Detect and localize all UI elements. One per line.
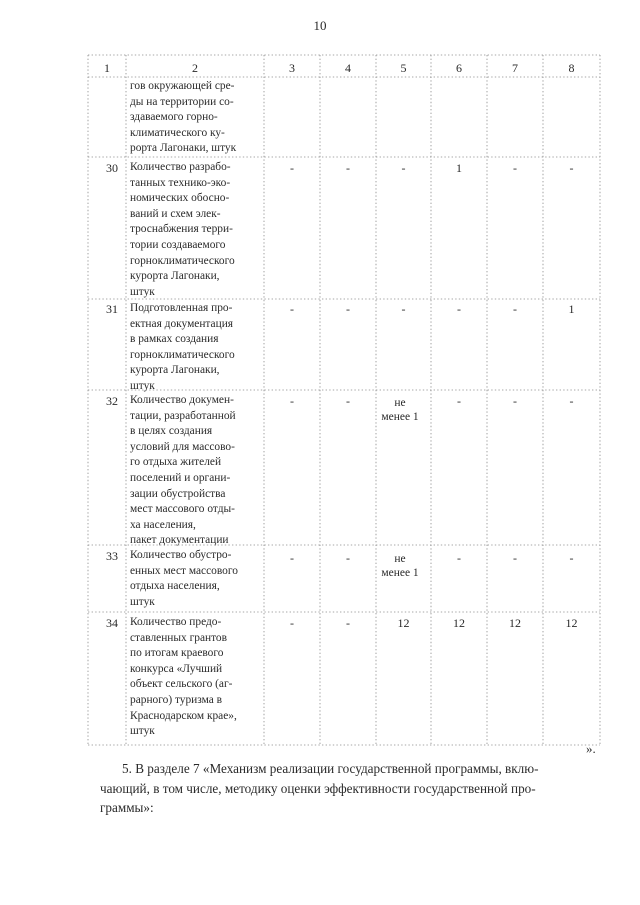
description-line: курорта Лагонаки,: [130, 364, 220, 377]
row-description: [130, 615, 258, 740]
cell-col-3: -: [290, 302, 294, 316]
cell-col-4: -: [346, 161, 350, 175]
description-line: отдыха населения,: [130, 580, 220, 593]
description-line: Количество обустро-: [130, 549, 232, 561]
header-col-4: 4: [345, 61, 351, 75]
description-line: ха населения,: [130, 518, 196, 531]
cell-col-8: -: [569, 551, 574, 565]
header-col-8: 8: [568, 61, 575, 75]
cell-col-5: -: [401, 161, 406, 175]
cell-col-8: -: [569, 161, 574, 175]
description-line: объект сельского (аг-: [130, 678, 233, 691]
header-col-3: 3: [289, 61, 295, 75]
cell-col-4: -: [346, 394, 350, 408]
description-line: мест массового отды-: [130, 503, 235, 516]
description-line: климатического ку-: [130, 126, 225, 139]
row-number: 34: [106, 616, 118, 630]
cell-col-6: 12: [453, 616, 465, 630]
row-description: [130, 393, 258, 549]
header-col-6: 6: [456, 61, 462, 75]
description-line: Количество предо-: [130, 616, 222, 628]
description-line: горноклиматического: [130, 254, 235, 267]
cell-col-7: -: [513, 394, 517, 408]
description-line: ваний и схем элек-: [130, 207, 221, 220]
row-description: [130, 548, 258, 610]
description-line: пакет документации: [130, 534, 229, 547]
cell-col-3: -: [290, 161, 294, 175]
row-number: 32: [106, 394, 118, 408]
description-line: зации обустройства: [130, 487, 226, 500]
cell-col-4: -: [346, 302, 350, 316]
description-line: штук: [130, 725, 155, 738]
cell-col-8: 12: [565, 616, 578, 630]
description-line: енных мест массового: [130, 564, 238, 577]
cell-col-5: не менее 1: [381, 553, 419, 579]
description-line: штук: [130, 595, 155, 608]
paragraph-line: 5. В разделе 7 «Механизм реализации государственной программы, вклю-: [122, 761, 539, 776]
row-description: [130, 160, 258, 300]
row-number: 30: [106, 161, 118, 175]
description-line: горноклиматического: [130, 348, 235, 361]
cell-col-6: 1: [456, 161, 462, 175]
cell-col-3: -: [290, 551, 294, 565]
cell-col-4: -: [346, 616, 350, 630]
description-line: в целях создания: [130, 425, 213, 438]
cell-col-8: -: [569, 394, 574, 408]
description-line: Краснодарском крае»,: [130, 709, 237, 722]
description-line: по итогам краевого: [130, 647, 224, 660]
closing-quote-mark: ».: [586, 741, 596, 756]
cell-col-6: -: [457, 551, 461, 565]
cell-col-5: 12: [397, 616, 410, 630]
description-line: троснабжения терри-: [130, 223, 233, 236]
description-line: тории создаваемого: [130, 238, 226, 251]
cell-col-7: -: [513, 161, 517, 175]
description-line: го отдыха жителей: [130, 456, 222, 469]
description-line: курорта Лагонаки,: [130, 270, 220, 283]
cell-col-6: -: [457, 302, 461, 316]
description-line: рорта Лагонаки, штук: [130, 142, 237, 155]
page-number: 10: [313, 18, 327, 33]
cell-col-7: -: [513, 551, 517, 565]
description-line: ектная документация: [130, 317, 234, 330]
description-line: в рамках создания: [130, 333, 219, 346]
row-description: [130, 301, 258, 395]
header-col-1: 1: [104, 61, 110, 75]
cell-col-6: -: [457, 394, 461, 408]
description-line: штук: [130, 285, 155, 298]
cell-col-4: -: [346, 551, 350, 565]
description-line: здаваемого горно-: [130, 111, 218, 124]
cell-col-7: -: [513, 302, 517, 316]
cell-col-5: не менее 1: [381, 397, 419, 423]
paragraph-line: граммы»:: [100, 800, 154, 815]
description-line: ставленных грантов: [130, 631, 228, 644]
description-line: условий для массово-: [130, 440, 235, 453]
cell-col-3: -: [290, 394, 294, 408]
header-col-7: 7: [512, 61, 518, 75]
cell-col-5: -: [401, 302, 406, 316]
description-line: номических обосно-: [130, 192, 230, 205]
description-line: рарного) туризма в: [130, 693, 223, 706]
description-line: поселений и органи-: [130, 471, 231, 484]
description-line: Подготовленная про-: [130, 302, 233, 314]
cell-col-3: -: [290, 616, 294, 630]
description-line: Количество разрабо-: [130, 161, 231, 173]
header-col-5: 5: [400, 61, 407, 75]
description-line: конкурса «Лучший: [130, 662, 223, 675]
body-paragraph: [100, 759, 600, 818]
row-number: 31: [106, 302, 118, 316]
row-number: 33: [106, 549, 118, 563]
paragraph-line: чающий, в том числе, методику оценки эффективности государственной про-: [100, 780, 536, 796]
continued-description: [130, 79, 258, 157]
description-line: тации, разработанной: [130, 409, 236, 422]
description-line: Количество докумен-: [130, 394, 234, 406]
description-line: ды на территории со-: [130, 95, 234, 108]
description-line: гов окружающей сре-: [130, 80, 235, 92]
description-line: танных технико-эко-: [130, 176, 231, 189]
cell-col-7: 12: [509, 616, 521, 630]
header-col-2: 2: [192, 61, 198, 75]
description-line: штук: [130, 379, 155, 392]
cell-col-8: 1: [568, 302, 575, 316]
